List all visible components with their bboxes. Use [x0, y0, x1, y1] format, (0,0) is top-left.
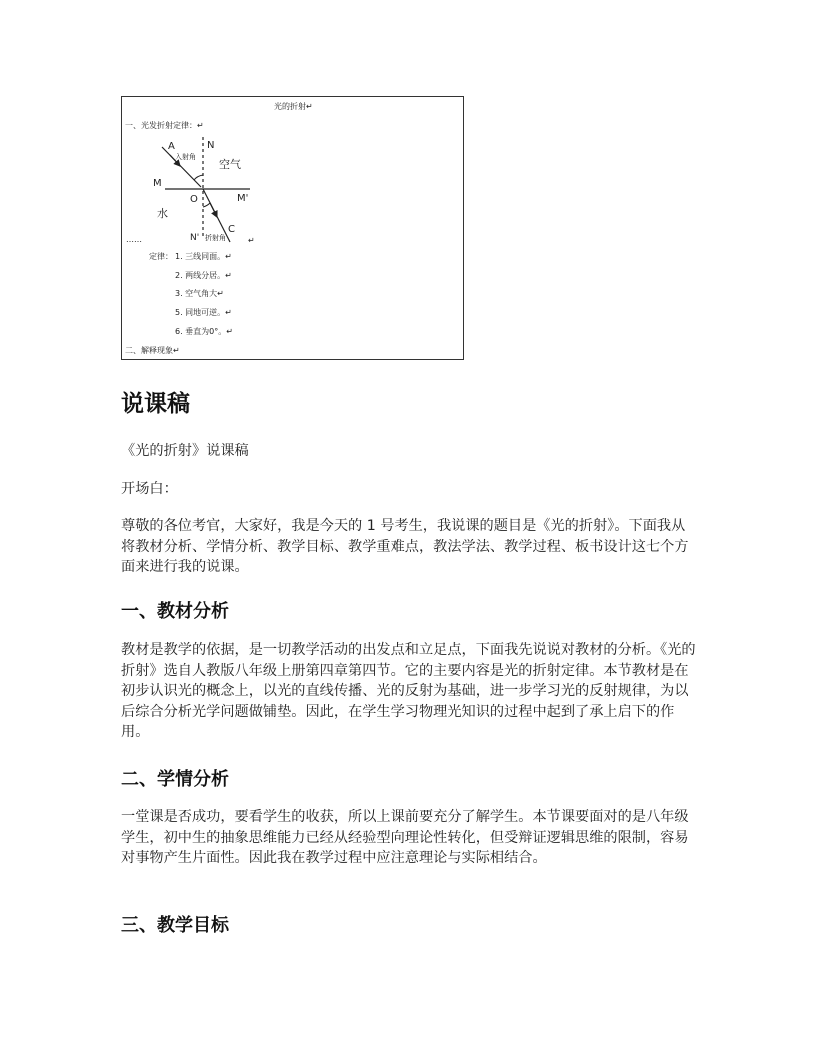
board-section2: 二、解释现象↵ [125, 346, 180, 355]
law-item: 3. 空气角大↵ [175, 289, 224, 298]
law-item: 5. 同地可逆。↵ [175, 308, 232, 317]
incident-angle-arc [194, 175, 203, 180]
doc-subtitle: 《光的折射》说课稿 [121, 443, 249, 459]
water-label: 水 [157, 207, 168, 220]
opening-label: 开场白： [121, 481, 178, 497]
page-title: 说课稿 [121, 391, 190, 417]
label-o: O [190, 194, 198, 205]
label-n: N [207, 140, 215, 151]
label-m-prime: M' [237, 193, 249, 204]
label-n-prime: N' [190, 233, 200, 243]
label-a: A [168, 141, 175, 152]
students-paragraph: 一堂课是否成功，要看学生的收获，所以上课前要充分了解学生。本节课要面对的是八年级学生，初中生的抽象思维能力已经从经验型向理论性转化，但受辩证逻辑思维的限制，容易对事物产生片面性。因此我在教学过程中应注意理论与实际相结合。 [121, 809, 689, 866]
label-m: M [153, 178, 162, 189]
laws-label: 定律： [149, 252, 173, 261]
ellipsis-dots: …… [126, 235, 142, 244]
law-item: 1. 三线同面。↵ [175, 252, 232, 261]
incident-angle-label: 入射角 [175, 153, 196, 161]
refracted-arrow [210, 203, 217, 217]
air-label: 空气 [219, 158, 241, 171]
refract-angle-label: 折射角 [205, 234, 226, 242]
law-item: 2. 两线分居。↵ [175, 271, 232, 280]
board-section1: 一、光发折射定律：↵ [125, 121, 204, 130]
refraction-diagram [122, 97, 465, 361]
intro-paragraph: 尊敬的各位考官，大家好，我是今天的 1 号考生，我说课的题目是《光的折射》。下面我从将教材分析、学情分析、教学目标、教学重难点，教法学法、教学过程、板书设计这七个方面来进行我的说课。 [121, 518, 689, 575]
section-heading-students: 二、学情分析 [121, 769, 229, 790]
section-heading-objectives: 三、教学目标 [121, 915, 229, 936]
return-mark: ↵ [248, 236, 255, 245]
refract-angle-arc [203, 203, 210, 207]
label-c: C [228, 224, 235, 235]
materials-paragraph: 教材是教学的依据，是一切教学活动的出发点和立足点，下面我先说说对教材的分析。《光的折射》选自人教版八年级上册第四章第四节。它的主要内容是光的折射定律。本节教材是在初步认识光的概念上，以光的直线传播、光的反射为基础，进一步学习光的反射规律，为以后综合分析光学问题做铺垫。因此，在学生学习物理光知识的过程中起到了承上启下的作用。 [121, 642, 696, 740]
board-diagram [121, 96, 464, 360]
law-item: 6. 垂直为0°。↵ [175, 327, 233, 336]
section-heading-materials: 一、教材分析 [121, 601, 229, 622]
board-title: 光的折射↵ [274, 102, 313, 111]
